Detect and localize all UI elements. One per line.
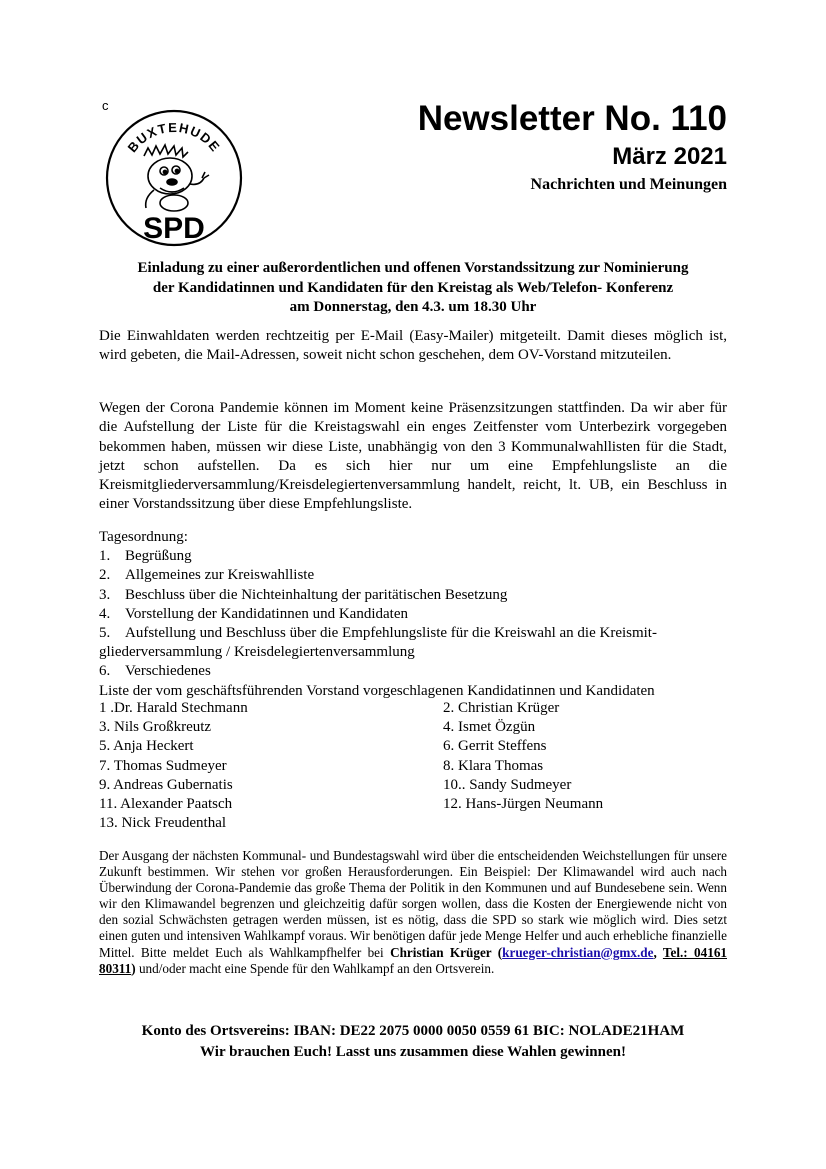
logo-bottom-text: SPD — [143, 212, 205, 245]
candidate-entry: 5. Anja Heckert — [99, 738, 194, 755]
invitation-line: am Donnerstag, den 4.3. um 18.30 Uhr — [289, 299, 537, 315]
agenda-item-number: 6. — [99, 663, 111, 680]
bank-details: Konto des Ortsvereins: IBAN: DE22 2075 0000 0050 0559 61 BIC: NOLADE21HAM — [141, 1023, 685, 1039]
candidate-entry: 3. Nils Großkreutz — [99, 719, 212, 736]
contact-name: Christian Krüger ( — [390, 944, 503, 960]
candidate-entry: 10.. Sandy Sudmeyer — [443, 776, 572, 793]
agenda-item-text: Verschiedenes — [125, 663, 211, 680]
agenda-item — [99, 605, 727, 624]
agenda-item-text: Aufstellung und Beschluss über die Empfehlungsliste für die Kreiswahl an die Kreismitgliederversammlung / Kreisdelegiertenversammlung — [99, 625, 657, 661]
agenda-item — [99, 662, 727, 681]
agenda-item — [99, 586, 727, 605]
newsletter-title: Newsletter No. 110 — [417, 99, 727, 138]
agenda-item-number: 4. — [99, 605, 111, 622]
paragraph-dial-in: Die Einwahldaten werden rechtzeitig per E-Mail (Easy-Mailer) mitgeteilt. Damit dieses möglich ist, wird gebeten, die Mail-Adressen, soweit nicht schon geschehen, dem OV-Vorstand mitzuteilen. — [99, 328, 727, 364]
closing-text-end: und/oder macht eine Spende für den Wahlkampf an den Ortsverein. — [135, 960, 495, 976]
candidate-entry: 11. Alexander Paatsch — [99, 796, 233, 812]
candidate-entry: 2. Christian Krüger — [443, 700, 560, 716]
agenda-item-text: Vorstellung der Kandidatinnen und Kandidaten — [125, 605, 408, 622]
agenda-item — [99, 624, 727, 662]
agenda — [99, 528, 727, 701]
footer — [99, 1021, 727, 1063]
agenda-item-number: 1. — [99, 548, 111, 565]
invitation-line: der Kandidatinnen und Kandidaten für den Kreistag als Web/Telefon- Konferenz — [152, 279, 674, 296]
agenda-item-text: Allgemeines zur Kreiswahlliste — [125, 567, 315, 584]
candidates-heading: Liste der vom geschäftsführenden Vorstand vorgeschlagenen Kandidatinnen und Kandidaten — [99, 682, 655, 699]
candidate-entry: 6. Gerrit Steffens — [443, 738, 547, 755]
logo-top-text: BUXTEHUDE — [124, 119, 224, 156]
agenda-list — [99, 547, 727, 681]
newsletter-subtitle: Nachrichten und Meinungen — [530, 176, 727, 193]
candidate-entry: 9. Andreas Gubernatis — [99, 776, 233, 793]
invitation-heading — [99, 259, 727, 318]
svg-text:BUXTEHUDE — [125, 120, 224, 155]
contact-close-paren: ) — [131, 960, 136, 976]
candidate-entry: 12. Hans-Jürgen Neumann — [443, 796, 604, 812]
closing-text: Der Ausgang der nächsten Kommunal- und Bundestagswahl wird über die entscheidenden Weichstellungen für unsere Zukunft bestimmen. Wir stehen vor großen Herausforderungen. Ein Beispiel: Der Klimawandel wird auch nach Überwindung der Corona-Pandemie das große Thema der Politik in den Kommunen und auf Bundesebene sein. Wenn wir den Klimawandel begrenzen und gleichzeitig dafür sorgen wollen, dass die Kosten der Energiewende nicht von den sozial Schwächsten getragen werden müssen, ist es nötig, dass die SPD so stark wie möglich wird. Dies setzt einen guten und intensiven Wahlkampf voraus. Wir benötigen dafür jede Menge Helfer und auch erhebliche finanzielle Mittel. Bitte meldet Euch als Wahlkampfhelfer bei — [99, 848, 727, 960]
agenda-item-number: 3. — [99, 586, 111, 603]
spd-buxtehude-logo — [104, 108, 244, 248]
agenda-item-number: 5. — [99, 625, 111, 642]
candidate-entry: 4. Ismet Özgün — [443, 719, 536, 736]
candidate-entry: 8. Klara Thomas — [443, 757, 544, 774]
candidate-entry: 1 .Dr. Harald Stechmann — [99, 700, 248, 716]
email-link[interactable]: krueger-christian@gmx.de — [502, 944, 654, 960]
invitation-line: Einladung zu einer außerordentlichen und offenen Vorstandssitzung zur Nominierung — [137, 260, 689, 276]
agenda-item-text: Begrüßung — [125, 548, 192, 565]
hedgehog-icon — [144, 145, 209, 211]
phone-number: Tel.: 04161 80311 — [99, 944, 728, 976]
agenda-item — [99, 547, 727, 566]
paragraph-corona: Wegen der Corona Pandemie können im Moment keine Präsenzsitzungen stattfinden. Da wir aber für die Aufstellung der Liste für die Kreistagswahl ein enges Zeitfenster vom Unterbezirk vorgegeben bekommen haben, müssen wir diese Liste, unabhängig von den 3 Kommunalwahllisten für die Stadt, jetzt schon aufstellen. Da es sich hier nur um eine Empfehlungsliste an die Kreismitgliederversammlung/Kreisdelegiertenversammlung handelt, reicht, lt. UB, ein Beschluss in einer Vorstandssitzung über diese Empfehlungsliste. — [99, 400, 727, 513]
agenda-item-text: Beschluss über die Nichteinhaltung der paritätischen Besetzung — [125, 586, 508, 603]
candidate-entry: 7. Thomas Sudmeyer — [99, 757, 227, 774]
stray-mark: c — [102, 98, 109, 113]
agenda-heading: Tagesordnung: — [99, 529, 188, 545]
newsletter-date: März 2021 — [612, 143, 727, 170]
closing-paragraph — [99, 848, 727, 977]
candidate-entry: 13. Nick Freudenthal — [99, 815, 227, 832]
contact-separator: , — [653, 944, 663, 960]
agenda-item-number: 2. — [99, 567, 111, 584]
slogan: Wir brauchen Euch! Lasst uns zusammen diese Wahlen gewinnen! — [200, 1044, 626, 1060]
agenda-item — [99, 566, 727, 585]
